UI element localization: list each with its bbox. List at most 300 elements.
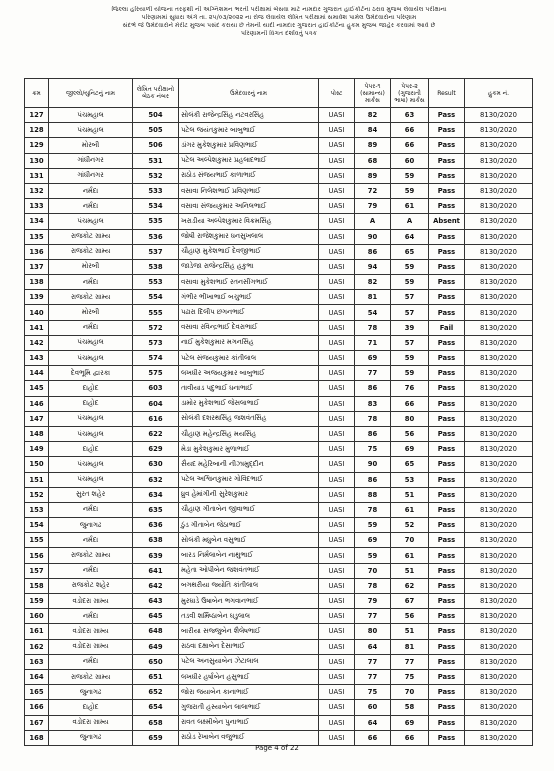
paper2-marks: 52 xyxy=(391,518,429,533)
col-header-sr: ક્રમ xyxy=(25,79,49,108)
district-cell: પંચમહાલ xyxy=(49,123,133,138)
district-cell: રાજકોટ ગ્રામ્ય xyxy=(49,290,133,305)
district-cell: વડોદરા ગ્રામ્ય xyxy=(49,624,133,639)
order-number: 8130/2020 xyxy=(465,594,533,609)
order-number: 8130/2020 xyxy=(465,442,533,457)
order-number: 8130/2020 xyxy=(465,654,533,669)
paper2-marks: 57 xyxy=(391,335,429,350)
table-row xyxy=(25,351,533,366)
post-cell: UASI xyxy=(319,335,355,350)
table-row xyxy=(25,229,533,244)
table-row xyxy=(25,502,533,517)
paper1-marks: 75 xyxy=(355,685,391,700)
paper1-marks: 70 xyxy=(355,563,391,578)
paper1-marks: 90 xyxy=(355,457,391,472)
serial-number: 135 xyxy=(25,229,49,244)
table-row xyxy=(25,259,533,274)
district-cell: મોરબી xyxy=(49,305,133,320)
district-cell: રાજકોટ ગ્રામ્ય xyxy=(49,244,133,259)
candidate-name: ઠુંડ ગીતાબેન જેઠાભાઈ xyxy=(179,518,319,533)
table-row xyxy=(25,548,533,563)
order-number: 8130/2020 xyxy=(465,639,533,654)
order-number: 8130/2020 xyxy=(465,351,533,366)
paper1-marks: 82 xyxy=(355,275,391,290)
post-cell: UASI xyxy=(319,533,355,548)
district-cell: દેવભૂમિ દ્વારકા xyxy=(49,366,133,381)
result-cell: Pass xyxy=(429,669,465,684)
paper2-marks: 61 xyxy=(391,502,429,517)
district-cell: દાહોદ xyxy=(49,700,133,715)
paper2-marks: 62 xyxy=(391,578,429,593)
paper1-marks: 83 xyxy=(355,396,391,411)
post-cell: UASI xyxy=(319,639,355,654)
post-cell: UASI xyxy=(319,654,355,669)
candidate-name: મુરઘાડે ઉષાબેન ભગવાનભાઈ xyxy=(179,594,319,609)
table-row xyxy=(25,366,533,381)
serial-number: 168 xyxy=(25,730,49,745)
header-line: સંદર્ભે જે ઉમેદવારોને મેરીટ મુજબ પસંદ કરાયા છે તેમની યાદી નામદાર ગુજરાત હાઈકોર્ટના હુકમ મુજબ જાહેર કરવામાં આવે છે xyxy=(122,22,436,29)
serial-number: 137 xyxy=(25,259,49,274)
candidate-name: સોલંકી રાજેન્દ્રસિંહ નટવરસિંહ xyxy=(179,108,319,123)
paper2-marks: 59 xyxy=(391,351,429,366)
order-number: 8130/2020 xyxy=(465,548,533,563)
serial-number: 134 xyxy=(25,214,49,229)
candidate-name: બારીયા સજ્જુબેન શૈલેષભાઈ xyxy=(179,624,319,639)
paper1-marks: 86 xyxy=(355,472,391,487)
paper2-marks: 66 xyxy=(391,396,429,411)
post-cell: UASI xyxy=(319,199,355,214)
candidate-name: ડામોર મુકેશભાઈ જેસલાભાઈ xyxy=(179,396,319,411)
paper2-marks: 56 xyxy=(391,426,429,441)
order-number: 8130/2020 xyxy=(465,578,533,593)
table-row xyxy=(25,108,533,123)
order-number: 8130/2020 xyxy=(465,153,533,168)
candidate-name: રાવત લક્ષ્મીબેન પુનાભાઈ xyxy=(179,715,319,730)
order-number: 8130/2020 xyxy=(465,229,533,244)
candidate-name: તાવીયાડ પદુભાઈ ધનાભાઈ xyxy=(179,381,319,396)
serial-number: 140 xyxy=(25,305,49,320)
paper2-marks: 58 xyxy=(391,700,429,715)
candidate-name: મહેતા ઓપીબેન જશવંતભાઈ xyxy=(179,563,319,578)
paper1-marks: 64 xyxy=(355,639,391,654)
col-header-name: ઉમેદવારનું નામ xyxy=(179,79,319,108)
result-cell: Pass xyxy=(429,624,465,639)
paper2-marks: 59 xyxy=(391,259,429,274)
district-cell: જુનાગઢ xyxy=(49,685,133,700)
serial-number: 148 xyxy=(25,426,49,441)
candidate-name: નાઈ મુકેશકુમાર મગનસિંહ xyxy=(179,335,319,350)
result-cell: Pass xyxy=(429,351,465,366)
serial-number: 138 xyxy=(25,275,49,290)
post-cell: UASI xyxy=(319,594,355,609)
candidate-name: ચૌહાણ ગીતાબેન જીવાભાઈ xyxy=(179,502,319,517)
district-cell: જુનાગઢ xyxy=(49,730,133,745)
table-row xyxy=(25,715,533,730)
seat-number: 632 xyxy=(133,472,179,487)
serial-number: 160 xyxy=(25,609,49,624)
result-cell: Pass xyxy=(429,305,465,320)
seat-number: 658 xyxy=(133,715,179,730)
candidate-name: પટેલ જયંતકુમાર બાબુભાઈ xyxy=(179,123,319,138)
candidate-name: મેડા મુકેશકુમાર મુળાભાઈ xyxy=(179,442,319,457)
seat-number: 659 xyxy=(133,730,179,745)
district-cell: નર્મદા xyxy=(49,502,133,517)
table-row xyxy=(25,594,533,609)
serial-number: 132 xyxy=(25,183,49,198)
district-cell: વડોદરા ગ્રામ્ય xyxy=(49,594,133,609)
seat-number: 533 xyxy=(133,183,179,198)
result-cell: Absent xyxy=(429,214,465,229)
district-cell: ગાંધીનગર xyxy=(49,153,133,168)
post-cell: UASI xyxy=(319,168,355,183)
serial-number: 150 xyxy=(25,457,49,472)
district-cell: પંચમહાલ xyxy=(49,214,133,229)
table-row xyxy=(25,442,533,457)
district-cell: રાજકોટ ગ્રામ્ય xyxy=(49,669,133,684)
result-cell: Pass xyxy=(429,335,465,350)
seat-number: 642 xyxy=(133,578,179,593)
seat-number: 553 xyxy=(133,275,179,290)
result-cell: Pass xyxy=(429,138,465,153)
district-cell: નર્મદા xyxy=(49,199,133,214)
paper2-marks: 65 xyxy=(391,244,429,259)
candidate-name: પટેલ અનસુયાબેન ઝેટાલાલ xyxy=(179,654,319,669)
seat-number: 573 xyxy=(133,335,179,350)
table-row xyxy=(25,138,533,153)
post-cell: UASI xyxy=(319,502,355,517)
paper2-marks: 76 xyxy=(391,381,429,396)
document-header xyxy=(26,6,532,66)
order-number: 8130/2020 xyxy=(465,609,533,624)
table-row xyxy=(25,168,533,183)
post-cell: UASI xyxy=(319,715,355,730)
table-row xyxy=(25,214,533,229)
post-cell: UASI xyxy=(319,214,355,229)
paper1-marks: A xyxy=(355,214,391,229)
table-row xyxy=(25,275,533,290)
table-row xyxy=(25,199,533,214)
paper1-marks: 80 xyxy=(355,624,391,639)
order-number: 8130/2020 xyxy=(465,123,533,138)
paper2-marks: 56 xyxy=(391,609,429,624)
post-cell: UASI xyxy=(319,244,355,259)
paper2-marks: 70 xyxy=(391,685,429,700)
col-header-paper1: પેપર-૧ (સામાન્ય) માર્કસ xyxy=(355,79,391,108)
serial-number: 129 xyxy=(25,138,49,153)
post-cell: UASI xyxy=(319,123,355,138)
paper1-marks: 69 xyxy=(355,351,391,366)
order-number: 8130/2020 xyxy=(465,685,533,700)
seat-number: 554 xyxy=(133,290,179,305)
serial-number: 158 xyxy=(25,578,49,593)
paper1-marks: 86 xyxy=(355,244,391,259)
district-cell: નર્મદા xyxy=(49,275,133,290)
order-number: 8130/2020 xyxy=(465,715,533,730)
district-cell: રાજકોટ ગ્રામ્ય xyxy=(49,548,133,563)
paper2-marks: 69 xyxy=(391,442,429,457)
post-cell: UASI xyxy=(319,183,355,198)
post-cell: UASI xyxy=(319,700,355,715)
serial-number: 154 xyxy=(25,518,49,533)
seat-number: 649 xyxy=(133,639,179,654)
seat-number: 651 xyxy=(133,669,179,684)
order-number: 8130/2020 xyxy=(465,259,533,274)
district-cell: રાજકોટ ગ્રામ્ય xyxy=(49,229,133,244)
table-row xyxy=(25,518,533,533)
district-cell: વડોદરા ગ્રામ્ય xyxy=(49,715,133,730)
candidate-name: ચૌહાણ મહેન્દ્રસિંહ મયસિંહ xyxy=(179,426,319,441)
paper2-marks: 53 xyxy=(391,472,429,487)
paper1-marks: 88 xyxy=(355,487,391,502)
candidate-name: તડવી શર્મિષ્ઠાબેન ઘડુલાલ xyxy=(179,609,319,624)
district-cell: રાજકોટ શહેર xyxy=(49,578,133,593)
district-cell: નર્મદા xyxy=(49,563,133,578)
result-cell: Fail xyxy=(429,320,465,335)
serial-number: 151 xyxy=(25,472,49,487)
post-cell: UASI xyxy=(319,366,355,381)
paper1-marks: 59 xyxy=(355,548,391,563)
serial-number: 127 xyxy=(25,108,49,123)
order-number: 8130/2020 xyxy=(465,108,533,123)
serial-number: 143 xyxy=(25,351,49,366)
post-cell: UASI xyxy=(319,320,355,335)
candidate-name: વસાવા રવિન્દ્રભાઈ દેવરાભાઈ xyxy=(179,320,319,335)
post-cell: UASI xyxy=(319,609,355,624)
paper2-marks: 59 xyxy=(391,183,429,198)
paper2-marks: 59 xyxy=(391,275,429,290)
paper1-marks: 66 xyxy=(355,730,391,745)
post-cell: UASI xyxy=(319,108,355,123)
paper2-marks: 65 xyxy=(391,457,429,472)
candidate-name: પટેલ અશ્વિનકુમાર ગોવિંદભાઈ xyxy=(179,472,319,487)
table-row xyxy=(25,563,533,578)
post-cell: UASI xyxy=(319,229,355,244)
table-row xyxy=(25,472,533,487)
district-cell: નર્મદા xyxy=(49,183,133,198)
result-cell: Pass xyxy=(429,442,465,457)
serial-number: 146 xyxy=(25,396,49,411)
serial-number: 159 xyxy=(25,594,49,609)
candidate-name: સોલંકી મધુબેન વસુભાઈ xyxy=(179,533,319,548)
district-cell: પંચમહાલ xyxy=(49,472,133,487)
post-cell: UASI xyxy=(319,396,355,411)
seat-number: 538 xyxy=(133,259,179,274)
district-cell: ગાંધીનગર xyxy=(49,168,133,183)
order-number: 8130/2020 xyxy=(465,487,533,502)
post-cell: UASI xyxy=(319,563,355,578)
serial-number: 136 xyxy=(25,244,49,259)
col-header-result: Result xyxy=(429,79,465,108)
seat-number: 641 xyxy=(133,563,179,578)
result-cell: Pass xyxy=(429,244,465,259)
col-header-order: હુકમ નં. xyxy=(465,79,533,108)
seat-number: 650 xyxy=(133,654,179,669)
paper1-marks: 78 xyxy=(355,502,391,517)
result-cell: Pass xyxy=(429,199,465,214)
serial-number: 128 xyxy=(25,123,49,138)
serial-number: 145 xyxy=(25,381,49,396)
result-cell: Pass xyxy=(429,259,465,274)
paper2-marks: 51 xyxy=(391,563,429,578)
paper2-marks: 51 xyxy=(391,487,429,502)
header-line: પરિણામની વિગત દર્શાવતું પત્રક xyxy=(241,30,317,37)
paper2-marks: A xyxy=(391,214,429,229)
paper1-marks: 82 xyxy=(355,108,391,123)
post-cell: UASI xyxy=(319,275,355,290)
paper1-marks: 86 xyxy=(355,381,391,396)
header-line: જિલ્લા હરિયાળી યોજના તરફથી ની અગ્નિશમન ભરતી પરીક્ષામાં બેસવા માટે નામદાર ગુજરાત હાઈકોર્ટના ઠરાવ મુજબ લેવાયેલ પરીક્ષાના xyxy=(111,6,447,13)
paper2-marks: 75 xyxy=(391,669,429,684)
candidate-name: બગથરીયા જ્યોતિ કાંતીલાલ xyxy=(179,578,319,593)
seat-number: 648 xyxy=(133,624,179,639)
order-number: 8130/2020 xyxy=(465,320,533,335)
order-number: 8130/2020 xyxy=(465,411,533,426)
district-cell: પંચમહાલ xyxy=(49,351,133,366)
district-cell: પંચમહાલ xyxy=(49,426,133,441)
order-number: 8130/2020 xyxy=(465,214,533,229)
seat-number: 643 xyxy=(133,594,179,609)
table-row xyxy=(25,533,533,548)
order-number: 8130/2020 xyxy=(465,669,533,684)
post-cell: UASI xyxy=(319,351,355,366)
district-cell: દાહોદ xyxy=(49,396,133,411)
seat-number: 531 xyxy=(133,153,179,168)
serial-number: 153 xyxy=(25,502,49,517)
post-cell: UASI xyxy=(319,290,355,305)
paper1-marks: 86 xyxy=(355,426,391,441)
paper2-marks: 61 xyxy=(391,548,429,563)
candidate-name: પઢારા દિલીપ છગનભાઈ xyxy=(179,305,319,320)
serial-number: 144 xyxy=(25,366,49,381)
serial-number: 167 xyxy=(25,715,49,730)
paper1-marks: 78 xyxy=(355,411,391,426)
seat-number: 622 xyxy=(133,426,179,441)
result-cell: Pass xyxy=(429,502,465,517)
result-cell: Pass xyxy=(429,183,465,198)
order-number: 8130/2020 xyxy=(465,244,533,259)
order-number: 8130/2020 xyxy=(465,518,533,533)
result-cell: Pass xyxy=(429,700,465,715)
seat-number: 652 xyxy=(133,685,179,700)
seat-number: 572 xyxy=(133,320,179,335)
table-row xyxy=(25,487,533,502)
district-cell: મોરબી xyxy=(49,259,133,274)
order-number: 8130/2020 xyxy=(465,168,533,183)
table-row xyxy=(25,426,533,441)
table-row xyxy=(25,244,533,259)
paper2-marks: 57 xyxy=(391,305,429,320)
results-table xyxy=(24,78,533,746)
district-cell: દાહોદ xyxy=(49,442,133,457)
seat-number: 635 xyxy=(133,502,179,517)
paper2-marks: 61 xyxy=(391,199,429,214)
paper2-marks: 66 xyxy=(391,138,429,153)
table-row xyxy=(25,654,533,669)
order-number: 8130/2020 xyxy=(465,138,533,153)
serial-number: 161 xyxy=(25,624,49,639)
post-cell: UASI xyxy=(319,426,355,441)
seat-number: 506 xyxy=(133,138,179,153)
result-cell: Pass xyxy=(429,563,465,578)
candidate-name: જોષી રાજેશકુમાર ધનસુખલાલ xyxy=(179,229,319,244)
post-cell: UASI xyxy=(319,305,355,320)
table-row xyxy=(25,639,533,654)
serial-number: 156 xyxy=(25,548,49,563)
paper2-marks: 66 xyxy=(391,123,429,138)
candidate-name: વસાવા મુકેશભાઈ રતનસીંગભાઈ xyxy=(179,275,319,290)
order-number: 8130/2020 xyxy=(465,366,533,381)
serial-number: 142 xyxy=(25,335,49,350)
col-header-district: જીલ્લો/યુનિટનું નામ xyxy=(49,79,133,108)
post-cell: UASI xyxy=(319,669,355,684)
serial-number: 164 xyxy=(25,669,49,684)
result-cell: Pass xyxy=(429,730,465,745)
serial-number: 133 xyxy=(25,199,49,214)
post-cell: UASI xyxy=(319,487,355,502)
result-cell: Pass xyxy=(429,123,465,138)
candidate-name: પટેલ સંજયકુમાર કાંતીલાલ xyxy=(179,351,319,366)
paper1-marks: 59 xyxy=(355,518,391,533)
district-cell: સુરત શહેર xyxy=(49,487,133,502)
serial-number: 155 xyxy=(25,533,49,548)
paper1-marks: 71 xyxy=(355,335,391,350)
result-cell: Pass xyxy=(429,275,465,290)
post-cell: UASI xyxy=(319,685,355,700)
candidate-name: જોરા જયાબેન કાનાભાઈ xyxy=(179,685,319,700)
seat-number: 604 xyxy=(133,396,179,411)
paper1-marks: 78 xyxy=(355,578,391,593)
district-cell: પંચમહાલ xyxy=(49,108,133,123)
paper2-marks: 69 xyxy=(391,715,429,730)
district-cell: વડોદરા ગ્રામ્ય xyxy=(49,639,133,654)
order-number: 8130/2020 xyxy=(465,335,533,350)
candidate-name: રાઠોડ સંજયભાઈ કાળાભાઈ xyxy=(179,168,319,183)
paper1-marks: 84 xyxy=(355,123,391,138)
paper1-marks: 68 xyxy=(355,153,391,168)
paper2-marks: 67 xyxy=(391,594,429,609)
order-number: 8130/2020 xyxy=(465,275,533,290)
seat-number: 629 xyxy=(133,442,179,457)
order-number: 8130/2020 xyxy=(465,700,533,715)
post-cell: UASI xyxy=(319,578,355,593)
serial-number: 163 xyxy=(25,654,49,669)
order-number: 8130/2020 xyxy=(465,396,533,411)
seat-number: 603 xyxy=(133,381,179,396)
table-row xyxy=(25,396,533,411)
result-cell: Pass xyxy=(429,685,465,700)
order-number: 8130/2020 xyxy=(465,533,533,548)
paper1-marks: 78 xyxy=(355,320,391,335)
post-cell: UASI xyxy=(319,442,355,457)
district-cell: પંચમહાલ xyxy=(49,335,133,350)
candidate-name: ધ્રુવ હેમાંગીની સુરેશકુમાર xyxy=(179,487,319,502)
seat-number: 505 xyxy=(133,123,179,138)
post-cell: UASI xyxy=(319,381,355,396)
seat-number: 575 xyxy=(133,366,179,381)
result-cell: Pass xyxy=(429,457,465,472)
table-row xyxy=(25,183,533,198)
paper1-marks: 72 xyxy=(355,183,391,198)
order-number: 8130/2020 xyxy=(465,426,533,441)
seat-number: 645 xyxy=(133,609,179,624)
paper2-marks: 66 xyxy=(391,730,429,745)
result-cell: Pass xyxy=(429,108,465,123)
district-cell: પંચમહાલ xyxy=(49,457,133,472)
district-cell: પંચમહાલ xyxy=(49,411,133,426)
seat-number: 634 xyxy=(133,487,179,502)
result-cell: Pass xyxy=(429,487,465,502)
paper1-marks: 94 xyxy=(355,259,391,274)
